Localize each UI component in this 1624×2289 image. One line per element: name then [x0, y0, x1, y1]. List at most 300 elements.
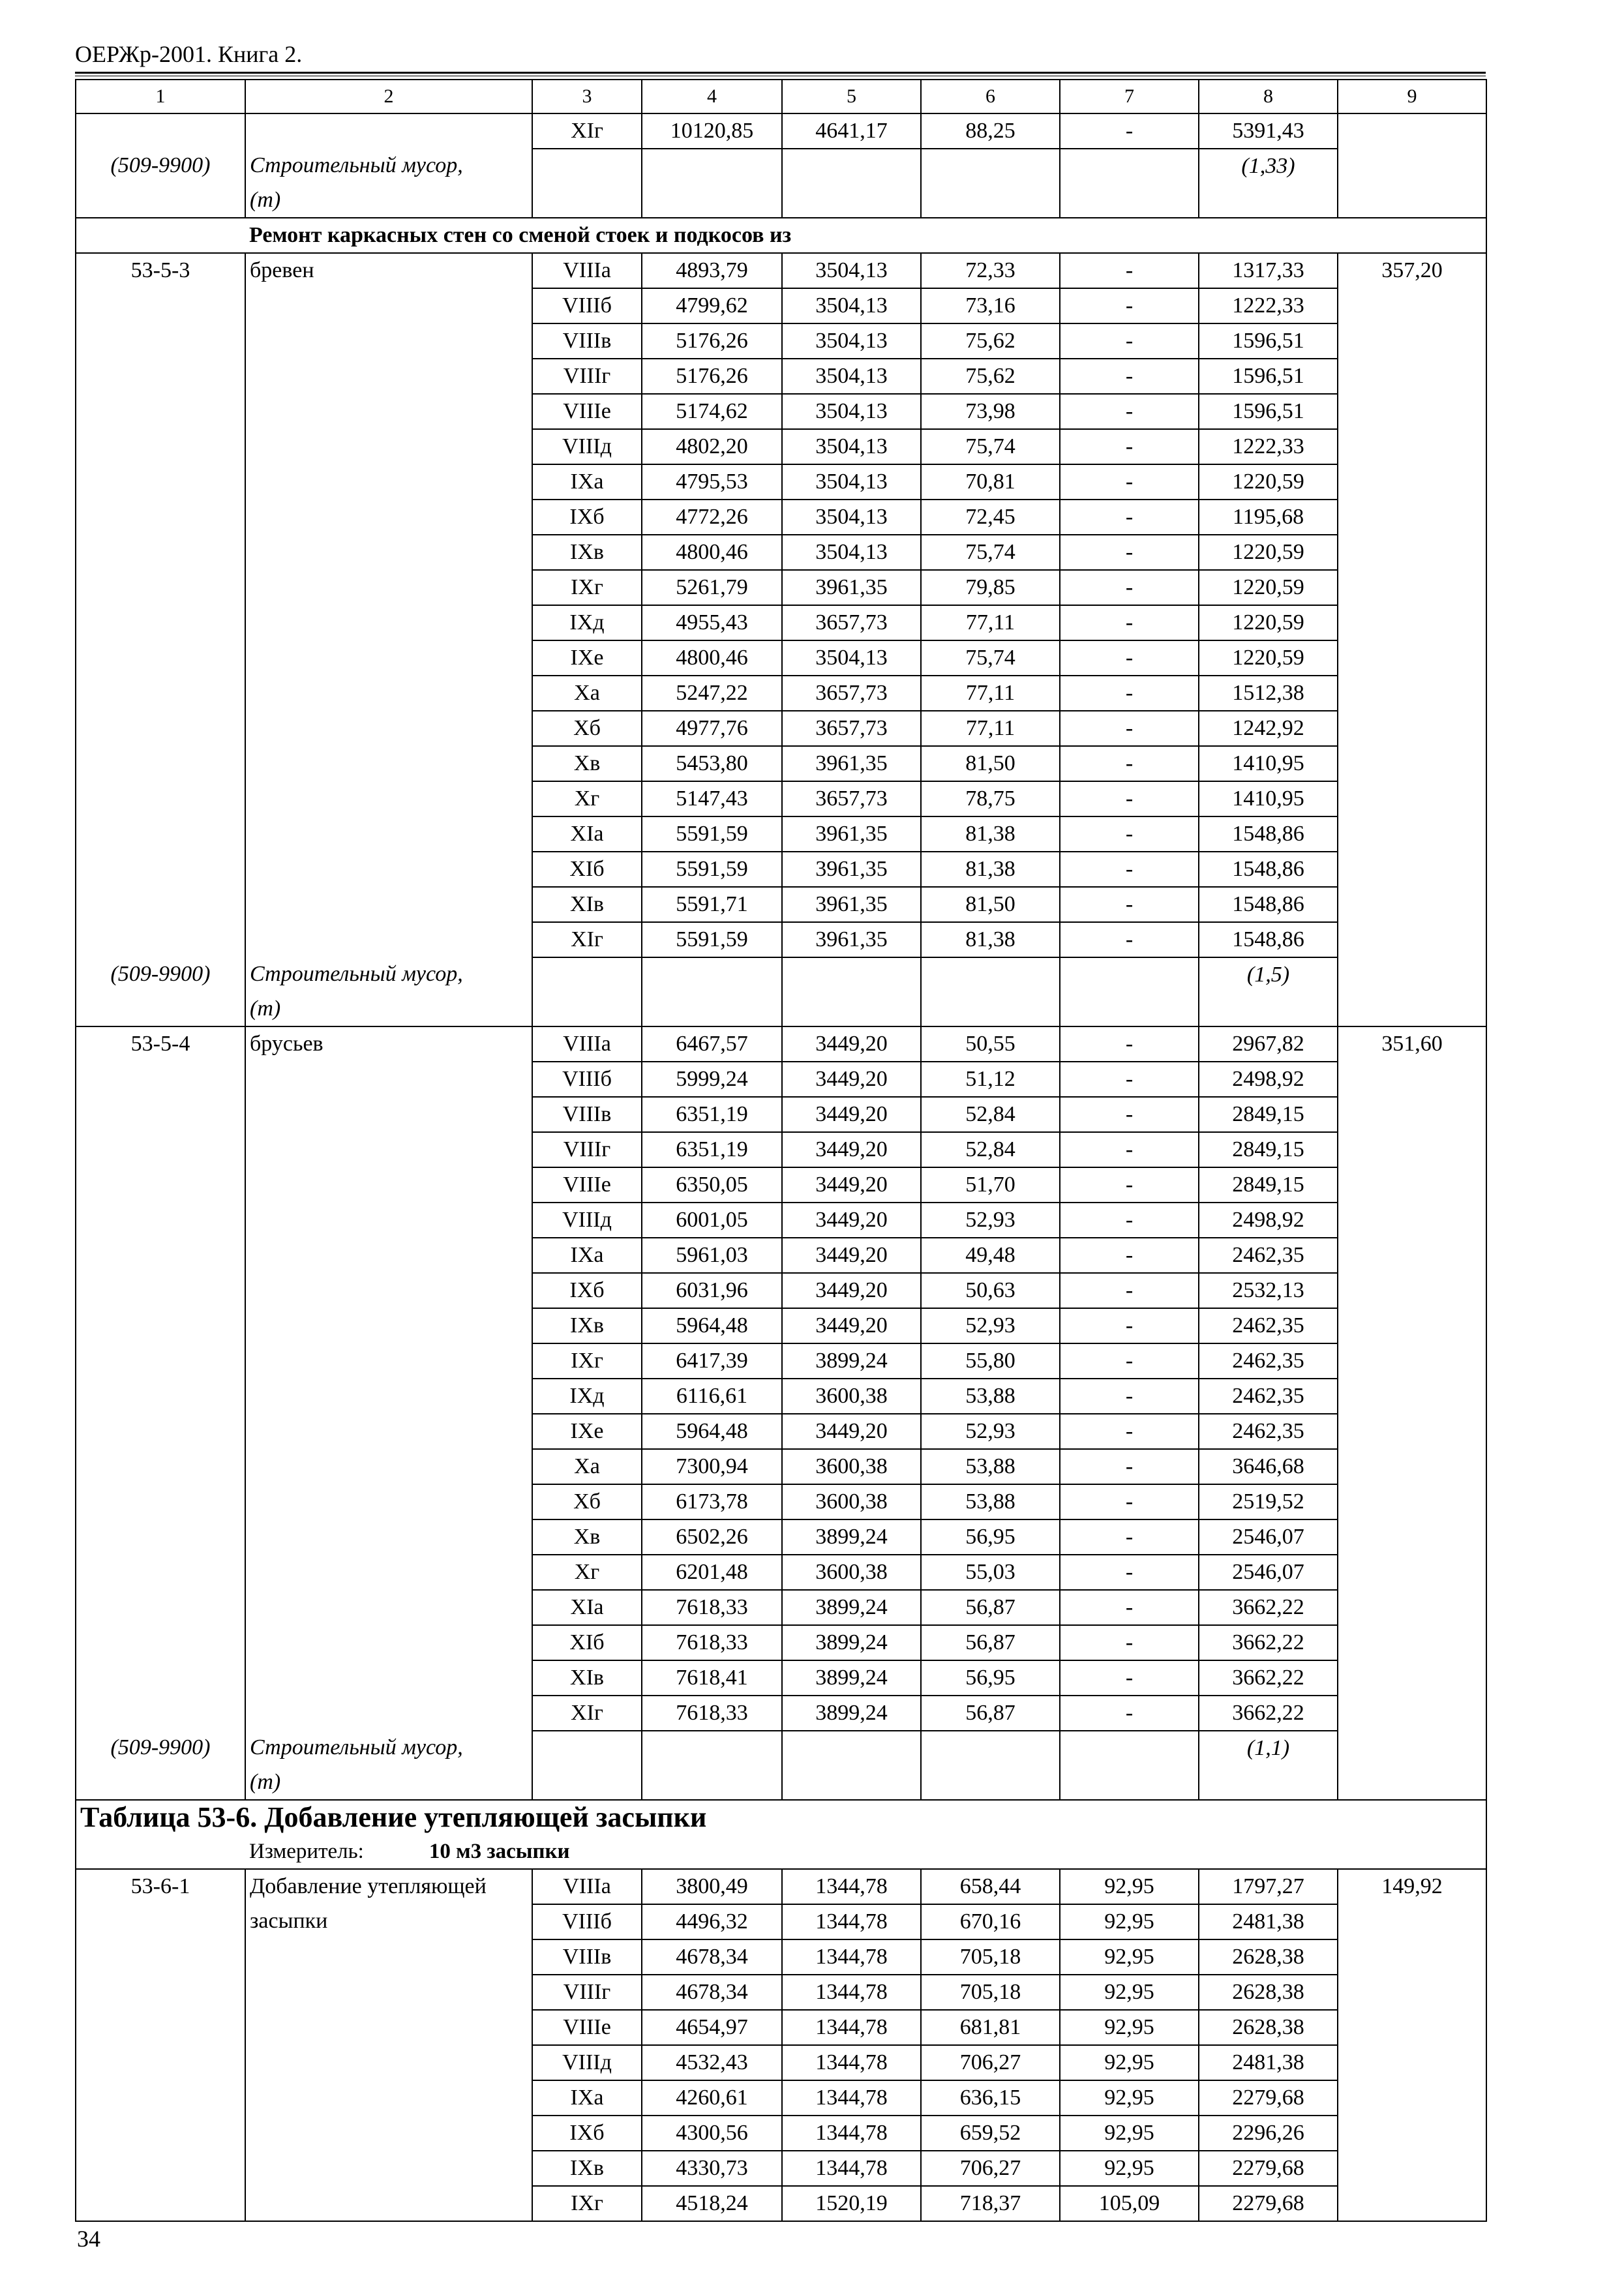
value-cell: -: [1060, 1132, 1199, 1167]
document-header: ОЕРЖр-2001. Книга 2.: [75, 41, 303, 67]
data-row: [76, 1132, 1486, 1167]
work-name: бревен: [245, 253, 532, 288]
waste-value: (1,5): [1199, 957, 1338, 992]
table-cell: [1338, 359, 1486, 394]
value-cell: 3449,20: [782, 1132, 921, 1167]
value-cell: 77,11: [921, 605, 1060, 640]
value-cell: 75,74: [921, 429, 1060, 464]
table-cell: [1338, 1097, 1486, 1132]
table-cell: [76, 500, 245, 535]
value-cell: 3662,22: [1199, 1590, 1338, 1625]
table-cell: [245, 1449, 532, 1484]
value-cell: -: [1060, 852, 1199, 887]
value-cell: 2849,15: [1199, 1132, 1338, 1167]
value-cell: 52,93: [921, 1308, 1060, 1343]
column-number: 2: [245, 80, 532, 113]
table-cell: [1338, 500, 1486, 535]
value-cell: 50,55: [921, 1026, 1060, 1062]
value-cell: 3600,38: [782, 1555, 921, 1590]
data-row: [76, 359, 1486, 394]
value-cell: 77,11: [921, 676, 1060, 711]
data-row: [76, 711, 1486, 746]
value-cell: 4532,43: [642, 2045, 782, 2080]
table-cell: [245, 359, 532, 394]
value-cell: 4496,32: [642, 1904, 782, 1939]
value-cell: -: [1060, 1519, 1199, 1555]
value-cell: -: [1060, 500, 1199, 535]
table-cell: [76, 1308, 245, 1343]
zone-cell: VIIIе: [532, 394, 642, 429]
value-cell: -: [1060, 1449, 1199, 1484]
data-row: [76, 2045, 1486, 2080]
table-cell: [1338, 570, 1486, 605]
zone-cell: XIб: [532, 1625, 642, 1660]
value-cell: 3961,35: [782, 852, 921, 887]
value-cell: 92,95: [1060, 2045, 1199, 2080]
value-cell: 1344,78: [782, 2151, 921, 2186]
value-cell: 658,44: [921, 1869, 1060, 1904]
data-row: [76, 887, 1486, 922]
table-cell: [1338, 2080, 1486, 2116]
value-cell: 3899,24: [782, 1660, 921, 1696]
value-cell: 2279,68: [1199, 2186, 1338, 2221]
empty-cell: [782, 183, 921, 218]
value-cell: 670,16: [921, 1904, 1060, 1939]
table-cell: [245, 1590, 532, 1625]
value-cell: -: [1060, 1308, 1199, 1343]
value-cell: 5147,43: [642, 781, 782, 816]
value-cell: 1596,51: [1199, 323, 1338, 359]
value-cell: 1520,19: [782, 2186, 921, 2221]
empty-cell: [1060, 183, 1199, 218]
data-row: [76, 746, 1486, 781]
table-cell: [76, 1484, 245, 1519]
table-cell: [1338, 1696, 1486, 1731]
table-cell: [1338, 1939, 1486, 1975]
table-cell: [245, 746, 532, 781]
value-cell: 2481,38: [1199, 2045, 1338, 2080]
value-cell: -: [1060, 394, 1199, 429]
zone-cell: Xб: [532, 711, 642, 746]
value-cell: 3504,13: [782, 464, 921, 500]
zone-cell: Xг: [532, 781, 642, 816]
table-cell: [1338, 1273, 1486, 1308]
value-cell: 3899,24: [782, 1625, 921, 1660]
empty-cell: [782, 1765, 921, 1800]
value-cell: -: [1060, 535, 1199, 570]
empty-cell: [76, 992, 245, 1026]
empty-cell: [532, 992, 642, 1026]
value-cell: 2849,15: [1199, 1097, 1338, 1132]
table-cell: [1338, 323, 1486, 359]
value-cell: -: [1060, 605, 1199, 640]
value-cell: -: [1060, 253, 1199, 288]
table-cell: [76, 1167, 245, 1203]
value-cell: 3961,35: [782, 570, 921, 605]
value-cell: 92,95: [1060, 2080, 1199, 2116]
table-cell: [76, 2186, 245, 2221]
table-cell: [1338, 922, 1486, 957]
empty-cell: [921, 183, 1060, 218]
value-cell: 2462,35: [1199, 1308, 1338, 1343]
value-cell: -: [1060, 676, 1199, 711]
table-cell: [245, 922, 532, 957]
table-cell: [76, 640, 245, 676]
waste-unit-row: [76, 183, 1486, 218]
value-cell: -: [1060, 1590, 1199, 1625]
zone-cell: VIIIд: [532, 2045, 642, 2080]
zone-cell: XIа: [532, 816, 642, 852]
value-cell: 2481,38: [1199, 1904, 1338, 1939]
table-cell: [1338, 1975, 1486, 2010]
zone-cell: VIIIе: [532, 2010, 642, 2045]
table-cell: [1338, 288, 1486, 323]
value-cell: 70,81: [921, 464, 1060, 500]
empty-cell: [1060, 1765, 1199, 1800]
empty-cell: [76, 1834, 245, 1869]
table-cell: [245, 429, 532, 464]
table-cell: [245, 1343, 532, 1379]
value-cell: 706,27: [921, 2045, 1060, 2080]
data-row: [76, 253, 1486, 288]
data-row: [76, 1379, 1486, 1414]
value-cell: 73,98: [921, 394, 1060, 429]
zone-cell: XIг: [532, 922, 642, 957]
zone-cell: VIIIа: [532, 1026, 642, 1062]
value-cell: 4800,46: [642, 535, 782, 570]
data-row: [76, 1097, 1486, 1132]
waste-unit: (т): [245, 1765, 532, 1800]
data-row: [76, 1519, 1486, 1555]
value-cell: 3662,22: [1199, 1625, 1338, 1660]
table-cell: [1338, 605, 1486, 640]
page-number: 34: [77, 2226, 100, 2252]
table-cell: [76, 605, 245, 640]
value-cell: 5999,24: [642, 1062, 782, 1097]
table-cell: [245, 2186, 532, 2221]
data-row: [76, 2010, 1486, 2045]
zone-cell: Xа: [532, 676, 642, 711]
value-cell: -: [1060, 1555, 1199, 1590]
value-cell: 3657,73: [782, 711, 921, 746]
value-cell: 3600,38: [782, 1379, 921, 1414]
value-cell: 78,75: [921, 781, 1060, 816]
value-cell: 4518,24: [642, 2186, 782, 2221]
waste-row: [76, 1731, 1486, 1765]
value-cell: -: [1060, 1696, 1199, 1731]
value-cell: 3662,22: [1199, 1660, 1338, 1696]
table-cell: [76, 676, 245, 711]
value-cell: 6116,61: [642, 1379, 782, 1414]
value-cell: -: [1060, 323, 1199, 359]
value-cell: 706,27: [921, 2151, 1060, 2186]
value-cell: 75,62: [921, 359, 1060, 394]
data-row: [76, 1167, 1486, 1203]
data-row: [76, 1026, 1486, 1062]
table-cell: [1338, 464, 1486, 500]
table-cell: [245, 852, 532, 887]
value-cell: 2498,92: [1199, 1062, 1338, 1097]
value-cell: 92,95: [1060, 1939, 1199, 1975]
section-title-row: [76, 218, 1486, 253]
value-cell: 53,88: [921, 1449, 1060, 1484]
value-cell: 75,62: [921, 323, 1060, 359]
table-cell: [76, 359, 245, 394]
table-cell: [1338, 852, 1486, 887]
value-cell: 6201,48: [642, 1555, 782, 1590]
table-title-row: [76, 1800, 1486, 1834]
table-cell: [1338, 429, 1486, 464]
value-cell: 3449,20: [782, 1308, 921, 1343]
table-cell: [245, 464, 532, 500]
value-cell: 6351,19: [642, 1132, 782, 1167]
waste-code: (509-9900): [76, 149, 245, 183]
value-cell: 1344,78: [782, 1975, 921, 2010]
value-cell: 77,11: [921, 711, 1060, 746]
value-cell: 5964,48: [642, 1414, 782, 1449]
column-number: 8: [1199, 80, 1338, 113]
value-cell: -: [1060, 1625, 1199, 1660]
value-cell: 5261,79: [642, 570, 782, 605]
table-cell: [76, 1660, 245, 1696]
value-cell: 1195,68: [1199, 500, 1338, 535]
measure-value: 10 м3 засыпки: [429, 1840, 570, 1863]
value-cell: 1548,86: [1199, 852, 1338, 887]
value-cell: 1596,51: [1199, 359, 1338, 394]
value-cell: 2628,38: [1199, 2010, 1338, 2045]
value-cell: 7618,33: [642, 1590, 782, 1625]
value-cell: -: [1060, 464, 1199, 500]
empty-cell: [642, 1765, 782, 1800]
table-cell: [245, 1203, 532, 1238]
waste-label: Строительный мусор,: [245, 957, 532, 992]
value-cell: 56,95: [921, 1660, 1060, 1696]
value-cell: 3504,13: [782, 253, 921, 288]
value-cell: 5591,71: [642, 887, 782, 922]
table-cell: [1338, 1590, 1486, 1625]
zone-cell: IXа: [532, 2080, 642, 2116]
value-cell: 7618,33: [642, 1625, 782, 1660]
empty-cell: [921, 957, 1060, 992]
value-cell: 4678,34: [642, 1939, 782, 1975]
value-cell: 1410,95: [1199, 746, 1338, 781]
empty-cell: [1338, 957, 1486, 992]
zone-cell: Xб: [532, 1484, 642, 1519]
empty-cell: [1199, 1765, 1338, 1800]
value-cell: 2628,38: [1199, 1975, 1338, 2010]
zone-cell: VIIIв: [532, 1097, 642, 1132]
data-row: [76, 1904, 1486, 1939]
value-cell: 1344,78: [782, 2080, 921, 2116]
value-cell: 4641,17: [782, 113, 921, 149]
data-row: [76, 1308, 1486, 1343]
waste-row: [76, 957, 1486, 992]
value-cell: 5961,03: [642, 1238, 782, 1273]
zone-cell: IXб: [532, 2116, 642, 2151]
value-cell: 2279,68: [1199, 2151, 1338, 2186]
table-cell: [1338, 1343, 1486, 1379]
zone-cell: Xа: [532, 1449, 642, 1484]
value-cell: -: [1060, 887, 1199, 922]
table-cell: [1338, 1167, 1486, 1203]
value-cell: 52,84: [921, 1097, 1060, 1132]
value-cell: 3899,24: [782, 1519, 921, 1555]
table-cell: [245, 570, 532, 605]
measure-label: Измеритель:: [249, 1840, 364, 1863]
zone-cell: VIIIе: [532, 1167, 642, 1203]
table-cell: [76, 288, 245, 323]
data-row: [76, 816, 1486, 852]
table-cell: [76, 1696, 245, 1731]
value-cell: -: [1060, 640, 1199, 676]
table-cell: [1338, 1062, 1486, 1097]
empty-cell: [1060, 149, 1199, 183]
value-cell: 1222,33: [1199, 429, 1338, 464]
data-row: [76, 1449, 1486, 1484]
value-cell: -: [1060, 1062, 1199, 1097]
empty-cell: [782, 1731, 921, 1765]
table-cell: [245, 1308, 532, 1343]
waste-code: (509-9900): [76, 957, 245, 992]
zone-cell: IXа: [532, 464, 642, 500]
zone-cell: IXг: [532, 2186, 642, 2221]
table-cell: [1338, 816, 1486, 852]
empty-cell: [642, 1731, 782, 1765]
table-cell: [245, 1696, 532, 1731]
value-cell: 1797,27: [1199, 1869, 1338, 1904]
zone-cell: IXг: [532, 570, 642, 605]
value-cell: 56,87: [921, 1625, 1060, 1660]
value-cell: 92,95: [1060, 2116, 1199, 2151]
data-row: [76, 1660, 1486, 1696]
value-cell: 5391,43: [1199, 113, 1338, 149]
value-cell: -: [1060, 570, 1199, 605]
waste-value: (1,33): [1199, 149, 1338, 183]
value-cell: 3646,68: [1199, 1449, 1338, 1484]
value-cell: 7618,41: [642, 1660, 782, 1696]
data-row: [76, 1484, 1486, 1519]
table-cell: [245, 323, 532, 359]
value-cell: 5174,62: [642, 394, 782, 429]
value-cell: 3657,73: [782, 605, 921, 640]
value-cell: 1220,59: [1199, 605, 1338, 640]
table-cell: [76, 323, 245, 359]
value-cell: 2546,07: [1199, 1519, 1338, 1555]
value-cell: 81,50: [921, 746, 1060, 781]
value-cell: 1220,59: [1199, 640, 1338, 676]
value-cell: 3662,22: [1199, 1696, 1338, 1731]
value-cell: 3504,13: [782, 640, 921, 676]
waste-value: (1,1): [1199, 1731, 1338, 1765]
value-cell: 55,03: [921, 1555, 1060, 1590]
value-cell: -: [1060, 711, 1199, 746]
value-cell: -: [1060, 1660, 1199, 1696]
data-row: [76, 113, 1486, 149]
total-cell: 351,60: [1338, 1026, 1486, 1062]
value-cell: -: [1060, 429, 1199, 464]
column-number: 5: [782, 80, 921, 113]
value-cell: 1410,95: [1199, 781, 1338, 816]
empty-cell: [1338, 992, 1486, 1026]
value-cell: 3899,24: [782, 1590, 921, 1625]
empty-cell: [642, 183, 782, 218]
zone-cell: IXв: [532, 1308, 642, 1343]
value-cell: 51,12: [921, 1062, 1060, 1097]
zone-cell: VIIIв: [532, 323, 642, 359]
value-cell: -: [1060, 746, 1199, 781]
table-cell: [245, 2045, 532, 2080]
table-cell: [76, 464, 245, 500]
value-cell: 75,74: [921, 535, 1060, 570]
data-row: [76, 2151, 1486, 2186]
table-cell: [245, 535, 532, 570]
value-cell: 636,15: [921, 2080, 1060, 2116]
table-cell: [245, 1097, 532, 1132]
zone-cell: IXв: [532, 535, 642, 570]
value-cell: 3504,13: [782, 500, 921, 535]
value-cell: 56,87: [921, 1590, 1060, 1625]
empty-cell: [1060, 957, 1199, 992]
data-row: [76, 323, 1486, 359]
table-cell: [1338, 2045, 1486, 2080]
value-cell: 52,93: [921, 1414, 1060, 1449]
value-cell: 1220,59: [1199, 535, 1338, 570]
waste-unit: (т): [245, 992, 532, 1026]
value-cell: 2462,35: [1199, 1343, 1338, 1379]
value-cell: 56,95: [921, 1519, 1060, 1555]
value-cell: 92,95: [1060, 2010, 1199, 2045]
value-cell: -: [1060, 1167, 1199, 1203]
table-cell: [245, 1519, 532, 1555]
value-cell: 7618,33: [642, 1696, 782, 1731]
value-cell: 2967,82: [1199, 1026, 1338, 1062]
empty-cell: [782, 992, 921, 1026]
table-cell: [245, 1132, 532, 1167]
value-cell: 81,38: [921, 922, 1060, 957]
value-cell: 1222,33: [1199, 288, 1338, 323]
data-row: [76, 1343, 1486, 1379]
value-cell: 4772,26: [642, 500, 782, 535]
table-cell: [245, 816, 532, 852]
zone-cell: VIIIб: [532, 1904, 642, 1939]
table-cell: [76, 2080, 245, 2116]
value-cell: 72,33: [921, 253, 1060, 288]
table-cell: [76, 1939, 245, 1975]
value-cell: 50,63: [921, 1273, 1060, 1308]
value-cell: 3961,35: [782, 887, 921, 922]
data-row: [76, 1555, 1486, 1590]
table-cell: [1338, 1203, 1486, 1238]
column-number: 9: [1338, 80, 1486, 113]
table-cell: [76, 1590, 245, 1625]
empty-cell: [532, 183, 642, 218]
empty-cell: [782, 149, 921, 183]
table-cell: [76, 1975, 245, 2010]
value-cell: 49,48: [921, 1238, 1060, 1273]
value-cell: -: [1060, 781, 1199, 816]
empty-cell: [642, 992, 782, 1026]
value-cell: 3449,20: [782, 1238, 921, 1273]
zone-cell: Xв: [532, 1519, 642, 1555]
value-cell: 51,70: [921, 1167, 1060, 1203]
data-row: [76, 1203, 1486, 1238]
table-cell: [76, 1273, 245, 1308]
table-cell: [76, 1238, 245, 1273]
measure-row: [76, 1834, 1486, 1869]
value-cell: 6173,78: [642, 1484, 782, 1519]
value-cell: 3449,20: [782, 1062, 921, 1097]
measure-line: [245, 1834, 1486, 1869]
